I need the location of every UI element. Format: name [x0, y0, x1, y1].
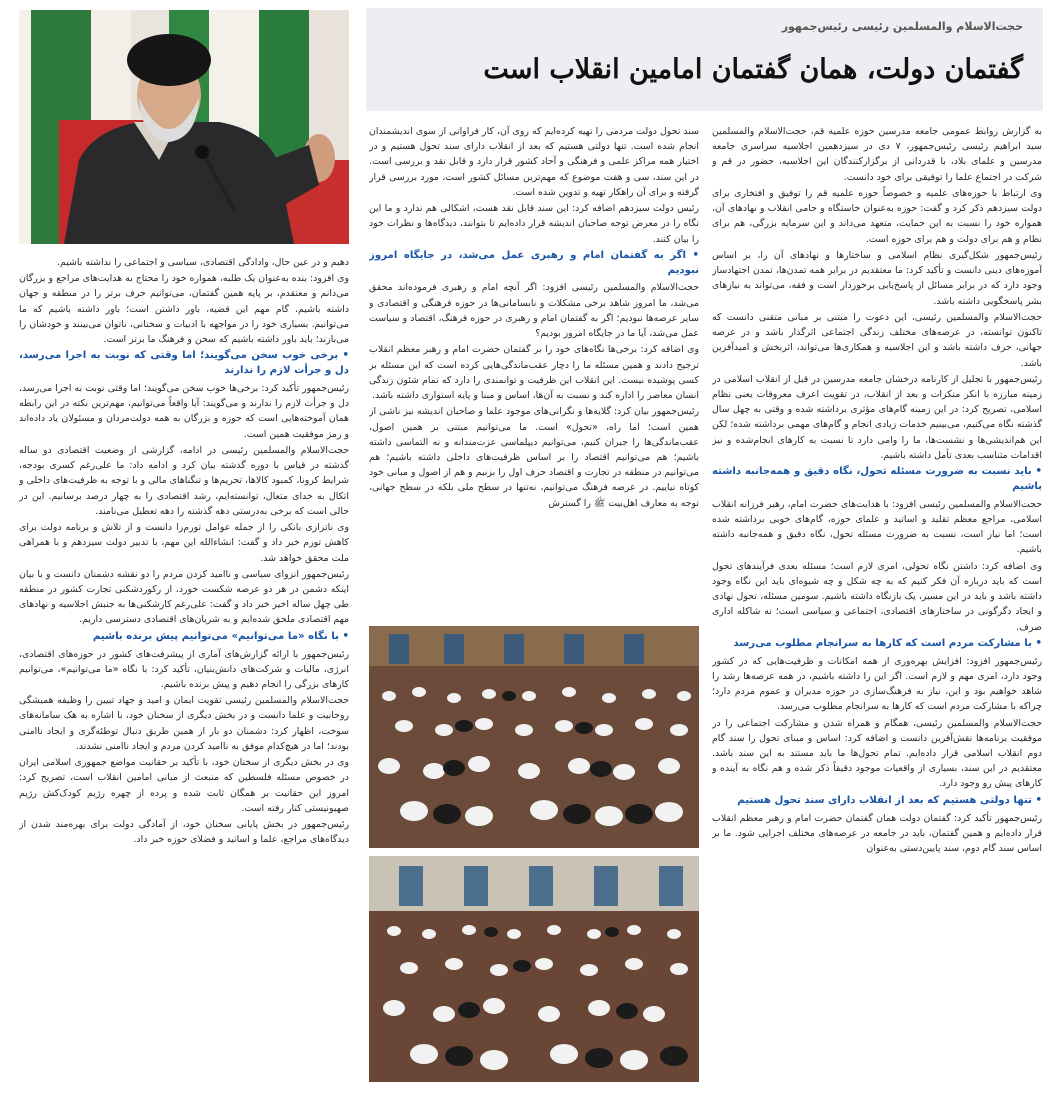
paragraph: به گزارش روابط عمومی جامعه مدرسین حوزه علمیه قم، حجت‌الاسلام والمسلمین سید ابراهیم رئیسی رئیس‌جمهور، ۷ دی در سیزدهمین اجلاسیه سراسری جامعه مدرسین و علمای بلاد، با قدردانی از برگزارکنندگان این اجلاسیه، حضور در قم و شرکت در اجتماع علما را توفیقی برای خود دانست. — [712, 126, 1042, 183]
paragraph: حجت‌الاسلام والمسلمین رئیسی افزود: اگر آنچه امام و رهبری فرموده‌اند محقق می‌شد، ما امروز شاهد برخی مشکلات و نابسامانی‌ها در حوزه فرهنگی و اقتصادی و سایر عرصه‌ها نبودیم؛ اگر به گفتمان امام و رهبری در حوزه فرهنگ، اقتصاد و سیاست عمل می‌شد، آیا ما در جایگاه امروز بودیم؟ — [369, 282, 699, 340]
paragraph: وی در بخش دیگری از سخنان خود، با تأکید بر حقانیت مواضع جمهوری اسلامی ایران در خصوص مسئله فلسطین که منبعث از مبانی امامین انقلاب است، تصریح کرد: امروز این حقانیت بر همگان ثابت شده و پرده از چهره رژیم کودک‌کش رژیم صهیونیستی کنار رفته است. — [19, 757, 349, 814]
paragraph: رئیس‌جمهور تأکید کرد: برخی‌ها خوب سخن می‌گویند؛ اما وقتی نوبت به اجرا می‌رسد، دل و جرأت لازم را ندارند و می‌گویند: آیا واقعاً می‌توانیم، مهم‌ترین نکته در این رابطه همان آموخته‌هایی است که حوزه و بزرگان به همه دولت‌مردان و مسئولان یاد داده‌اند و رمز موفقیت همین است. — [19, 382, 349, 440]
headline: گفتمان دولت، همان گفتمان امامین انقلاب است — [483, 54, 1023, 85]
subheading: • با نگاه «ما می‌توانیم» می‌توانیم پیش برنده باشیم — [92, 630, 349, 642]
paragraph: رئیس‌جمهور بیان کرد: گلایه‌ها و نگرانی‌های موجود علما و صاحبان اندیشه نیز ناشی از همین است؛ اما راه، «تحول» است. ما می‌توانیم مبتنی بر همین اصول، عقب‌ماندگی‌ها را جبران کنیم، می‌توانیم دیپلماسی عزت‌مندانه و نه التماسی داشته باشیم؛ هم می‌توانیم اقتصاد را بر اساس ظرفیت‌های داخلی داشته باشیم؛ هم می‌توانیم در منطقه در تجارت و اقتصاد حرف اول را بزنیم و هم از اصول و مبانی خود کوتاه نیاییم. در عرصه فرهنگ می‌توانیم، نه‌تنها در سطح ملی بلکه در سطح جهانی، توجه به معارف اهل‌بیت ﷺ را گسترش — [369, 406, 699, 509]
paragraph: حجت‌الاسلام والمسلمین رئیسی تقویت ایمان و امید و جهاد تبیین را وظیفه همیشگی روحانیت و علما دانست و در بخش دیگری از سخنان خود، با اشاره به هک سامانه‌های سوخت، اظهار کرد: دشمنان دو بار از همین طریق دنبال توطئه‌گری و ایجاد ناامنی بودند؛ اما در هیچ‌کدام موفق به ناامید کردن مردم و ایجاد ناامنی نشدند. — [19, 695, 349, 752]
paragraph: رئیس‌جمهور انزوای سیاسی و ناامید کردن مردم را دو نقشه دشمنان دانست و با بیان اینکه دشمن در هر دو عرصه شکست خورد، از رکوردشکنی تجارت کشور در منطقه طی چهل ساله اخیر خبر داد و گفت: علی‌رغم کارشکنی‌ها به جنبش اجلاسیه و نهادهای مهم اقتصادی ملحق شده‌ایم و به شریان‌های اقتصادی دسترسی داریم. — [19, 568, 349, 626]
paragraph: رئیس‌جمهور در بخش پایانی سخنان خود، از آمادگی دولت برای بهره‌مند شدن از دیدگاه‌های مراجع، علما و اساتید و فضلای حوزه خبر داد. — [19, 819, 349, 846]
article-column-left — [19, 255, 349, 1090]
paragraph: حجت‌الاسلام والمسلمین رئیسی افزود: با هدایت‌های حضرت امام، رهبر فرزانه انقلاب اسلامی، مراجع معظم تقلید و اساتید و علمای حوزه، گام‌های خوبی برداشته شده است؛ اما نیاز است، نسبت به ضرورت مسئله تحول، نگاه دقیق و همه‌جانبه داشته باشیم. — [712, 498, 1042, 556]
paragraph: حجت‌الاسلام والمسلمین رئیسی، این دعوت را مبتنی بر مبانی متقنی دانست که تاکنون توانسته، در عرصه‌های مختلف زندگی اجتماعی اثرگذار باشد و در عرصه جهانی، حرف داشته باشد و این اجلاسیه و همکاری‌ها می‌تواند، اثربخش و امیدآفرین باشد. — [712, 311, 1042, 369]
subheading: • اگر به گفتمان امام و رهبری عمل می‌شد، در جایگاه امروز نبودیم — [369, 249, 699, 276]
subheading: • برخی خوب سخن می‌گویند؛ اما وقتی که نوبت به اجرا می‌رسد، دل و جرأت لازم را ندارند — [19, 350, 349, 377]
article-column-right — [712, 124, 1042, 1090]
supertitle: حجت‌الاسلام والمسلمین رئیسی رئیس‌جمهور — [781, 20, 1023, 33]
paragraph: حجت‌الاسلام والمسلمین رئیسی، همگام و همراه شدن و مشارکت اجتماعی را در موفقیت برنامه‌ها نقش‌آفرین دانست و اضافه کرد: اساس و مبنای تحول را سند گام دوم انقلاب اسلامی قرار داده‌ایم. تمام تحول‌ها ما باید مستند به این سند باشد. معتقدیم در این سند، بسیاری از واقعیات موجود دقیقاً ذکر شده و هم نگاه به آینده و کارهای پیش رو وجود دارد. — [712, 717, 1042, 790]
paragraph: دهیم و در عین حال، وادادگی اقتصادی، سیاسی و اجتماعی را نداشته باشیم. — [56, 257, 349, 268]
paragraph: رئیس‌جمهور تأکید کرد: گفتمان دولت همان گفتمان حضرت امام و رهبر معظم انقلاب قرار داده‌ایم و همین گفتمان، باید در جامعه در عرصه‌های مختلف اجرایی شود. ما بر اساس سند گام دوم، سند پایین‌دستی به‌عنوان — [712, 812, 1042, 854]
paragraph: وی اضافه کرد: برخی‌ها نگاه‌های خود را بر گفتمان حضرت امام و رهبر معظم انقلاب ترجیح دادند و همین مسئله ما را دچار عقب‌ماندگی‌هایی کرده است که این مسئله بر کسی پوشیده نیست. این انقلاب این ظرفیت و توانمندی را دارد که تمام شئون زندگی انسان معاصر را اداره کند و نسبت به آن‌ها، اساس و مبنا و پایه استواری داشته باشد. — [369, 344, 699, 402]
paragraph: وی اضافه کرد: داشتن نگاه تحولی، امری لازم است؛ مسئله بعدی فرآیندهای تحول است که باید درباره آن فکر کنیم که به چه شکل و چه شیوه‌ای باید این نگاه وجود داشته باشد و باید در این مسیر، یک بازنگاه داشته باشیم. سومین مسئله، تحول نهادی و ایجاد دگرگونی در ساختارهای اقتصادی، اجتماعی و سیاسی است؛ نه شاکله اداری صرف. — [712, 560, 1042, 633]
paragraph: وی ناترازی بانکی را از جمله عوامل تورم‌زا دانست و از تلاش و برنامه دولت برای کاهش تورم خبر داد و گفت: انشاءالله این مهم، با تدبیر دولت سیزدهم و با همراهی ملت محقق خواهد شد. — [19, 522, 349, 564]
paragraph: رئیس‌جمهور با تجلیل از کارنامه درخشان جامعه مدرسین در قبل از انقلاب اسلامی در زمینه مبارزه با انکر منکرات و بعد از انقلاب، در تقویت اعرف معروفات یعنی نظام اسلامی، تصریح کرد: در این زمینه گام‌های مؤثری برداشته شده و وقتی به چهل سال گذشته نگاه می‌کنیم، می‌بینیم خدمات زیادی انجام و گام‌های مهمی برداشته شده؛ لکن این هم‌اندیشی‌ها و نشست‌ها، ما را وامی دارد تا نسبت به کارهای انجام‌شده و نیز اقدامات متناسب بعدی تأمل داشته باشیم. — [712, 373, 1042, 461]
paragraph: رئیس‌جمهور با ارائه گزارش‌های آماری از پیشرفت‌های کشور در حوزه‌های اقتصادی، انرژی، مالیات و شرکت‌های دانش‌بنیان، تأکید کرد: با نگاه «ما می‌توانیم»، می‌توانیم کارهای بزرگی را انجام دهیم و پیش برنده باشیم. — [19, 648, 349, 690]
subheading: • باید نسبت به ضرورت مسئله تحول، نگاه دقیق و همه‌جانبه داشته باشیم — [712, 466, 1042, 492]
paragraph: وی ارتباط با حوزه‌های علمیه و خصوصاً حوزه علمیه قم را توفیق و افتخاری برای دولت سیزدهم ذکر کرد و گفت: حوزه به‌عنوان خاستگاه و حامی انقلاب و نهادهای آن، همواره خود را نسبت به این حمایت، متعهد می‌داند و این سرمایه بزرگی، هم برای نظام و هم برای دولت و هم برای حوزه است. — [712, 187, 1042, 245]
paragraph: حجت‌الاسلام والمسلمین رئیسی در ادامه، گزارشی از وضعیت اقتصادی دو ساله گذشته در قیاس با دوره گذشته بیان کرد و ادامه داد: ما علی‌رغم کسری بودجه، شرایط کرونا، کمبود کالاها، تحریم‌ها و تنگناهای مالی و با توجه به ظرفیت‌های داخلی و اتکال به خدای متعال، توانسته‌ایم، رشد اقتصادی را به چهار درصد برسانیم. این در حالی است که برخی به‌درستی دهه گذشته را دهه تعطیل می‌نامند. — [19, 444, 349, 517]
paragraph: سند تحول دولت مردمی را تهیه کرده‌ایم که روی آن، کار فراوانی از سوی اندیشمندان انجام شده است. تنها دولتی هستیم که بعد از انقلاب دارای سند تحول هستیم و در اختیار همه مراکز علمی و فرهنگی و آحاد کشور قرار دارد و قابل نقد و بررسی است. در این سند، سی و هفت موضوع که مهم‌ترین مسائل کشور است، مورد بررسی قرار گرفته و برای آن راهکار تهیه و تدوین شده است. — [369, 126, 699, 198]
paragraph: وی افزود: بنده به‌عنوان یک طلبه، همواره خود را محتاج به هدایت‌های مراجع و بزرگان می‌دانم و معتقدم، بر پایه همین گفتمان، می‌توانیم حرف برتر را در منطقه و جهان داشته باشیم. گام مهم این قضیه، باور داشتن است؛ باور داشته باشیم که ما می‌توانیم. بسیاری خود را در مواجهه با ادبیات و سخنانی، ناتوان می‌بینند و خودشان را می‌بازند؛ باید باور داشته باشیم که سخن و فرهنگ ما برتر است. — [19, 273, 349, 346]
subheading: • تنها دولتی هستیم که بعد از انقلاب دارای سند تحول هستیم — [737, 794, 1042, 806]
paragraph: رئیس دولت سیزدهم اضافه کرد: این سند قابل نقد هست، اشکالی هم ندارد و ما این نگاه را در معرض توجه صاحبان اندیشه قرار داده‌ایم تا بتوانند، دیدگاه‌ها و نظرات خود را بیان کنند. — [369, 203, 699, 245]
audience-photo-bottom — [369, 856, 699, 1082]
subheading: • با مشارکت مردم است که کارها به سرانجام مطلوب می‌رسد — [733, 637, 1042, 649]
headline-box — [366, 8, 1043, 111]
paragraph: رئیس‌جمهور شکل‌گیری نظام اسلامی و ساختارها و نهادهای آن را، بر اساس آموزه‌های دینی دانست و تأکید کرد: ما معتقدیم در برابر همه تمدن‌ها، تمدن اجتهادساز وجود دارد که در برابر مسائل از پاسخ‌یابی برخوردار است و فقه، می‌تواند به نیازهای بشر پاسخگویی داشته باشد. — [712, 249, 1042, 307]
paragraph: رئیس‌جمهور افزود: افزایش بهره‌وری از همه امکانات و ظرفیت‌هایی که در کشور وجود دارد، امری مهم و لازم است. اگر این را داشته باشیم، در همه عرصه‌ها رشد را شاهد خواهیم بود و این، نیاز به فرهنگ‌سازی در حوزه مدیران و عموم مردم دارد؛ چراکه با مشارکت مردم است که کارها به سرانجام مطلوب می‌رسد. — [712, 655, 1042, 713]
portrait-photo — [19, 10, 349, 244]
audience-photo-top — [369, 626, 699, 848]
article-column-middle — [369, 124, 699, 621]
